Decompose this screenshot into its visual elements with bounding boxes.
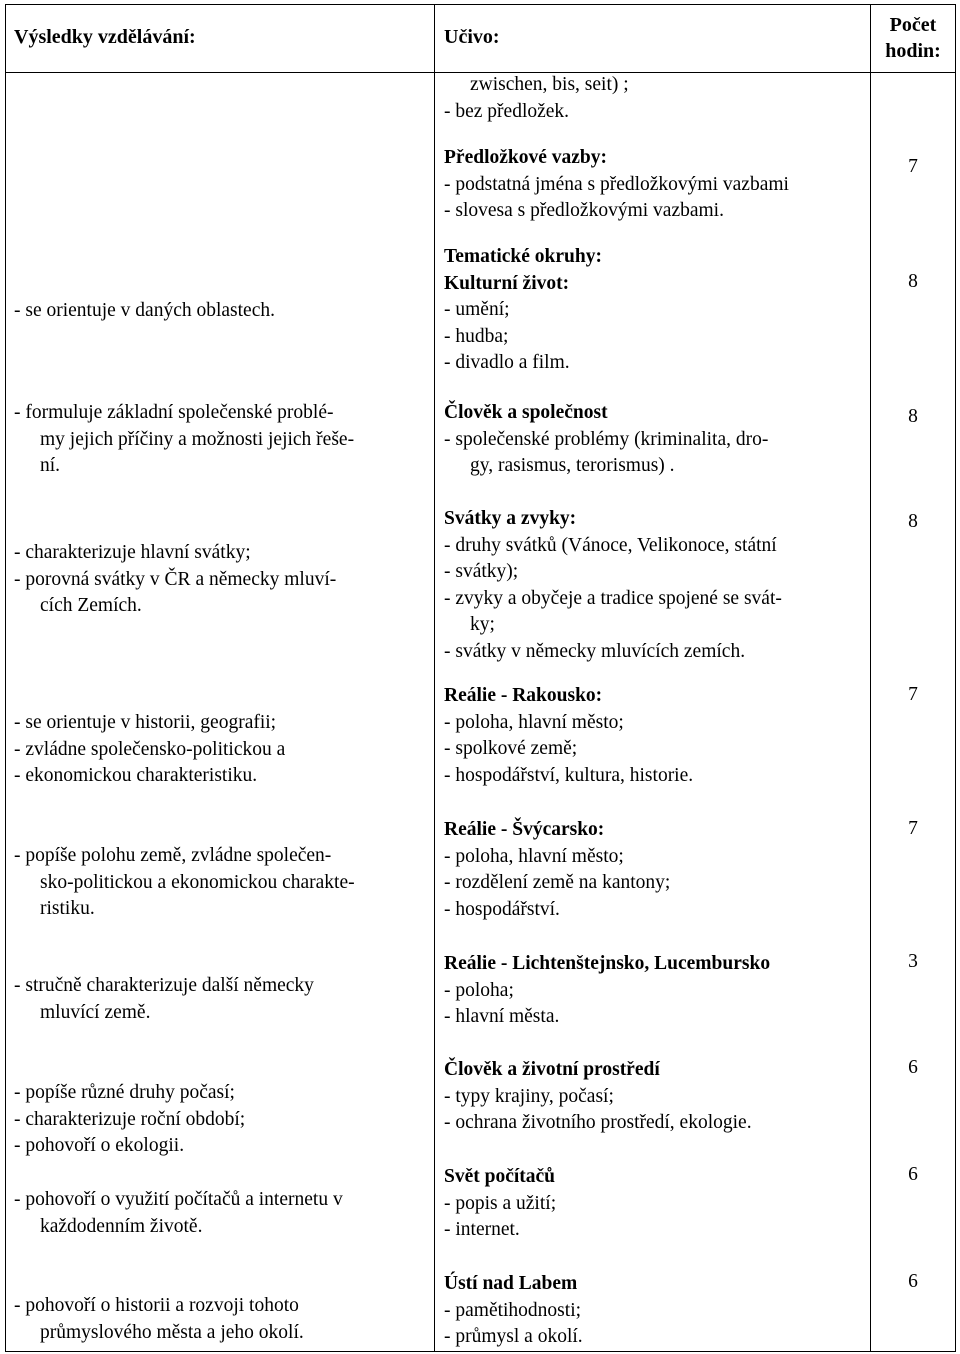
- outcome-item: my jejich příčiny a možnosti jejich řeše-: [40, 428, 355, 450]
- content-item: - hospodářství.: [444, 898, 560, 920]
- content-topic: Člověk a společnost: [444, 402, 608, 423]
- content-topic: Předložkové vazby:: [444, 147, 608, 168]
- outcome-block: [14, 540, 336, 620]
- content-topic: Ústí nad Labem: [444, 1273, 578, 1294]
- content-block: [444, 145, 789, 225]
- content-item: - poloha;: [444, 979, 514, 1001]
- hours-value: 7: [908, 684, 918, 705]
- outcome-block: [14, 400, 354, 480]
- content-item: - druhy svátků (Vánoce, Velikonoce, státní: [444, 534, 777, 556]
- outcome-item: - popíše polohu země, zvládne společen-: [14, 845, 332, 866]
- hours-value: 8: [908, 271, 918, 292]
- hours-value: 7: [908, 156, 918, 177]
- content-item: zwischen, bis, seit) ;: [470, 74, 629, 95]
- content-item: - hudba;: [444, 325, 509, 347]
- header-outcomes: Výsledky vzdělávání:: [14, 26, 196, 48]
- content-topic: Tematické okruhy:: [444, 246, 602, 267]
- hours-value: 7: [908, 818, 918, 839]
- outcome-item: - pohovoří o historii a rozvoji tohoto: [14, 1295, 299, 1316]
- outcome-item: - charakterizuje hlavní svátky;: [14, 542, 251, 563]
- content-topic: Reálie - Švýcarsko:: [444, 819, 605, 840]
- content-item: - hlavní města.: [444, 1006, 560, 1028]
- outcome-item: - pohovoří o využití počítačů a internetu v: [14, 1189, 343, 1210]
- outcome-block: [14, 843, 355, 923]
- outcome-item: každodenním životě.: [40, 1215, 203, 1237]
- outcome-item: - se orientuje v historii, geografii;: [14, 712, 277, 733]
- outcome-item: - charakterizuje roční období;: [14, 1108, 246, 1130]
- content-item: - umění;: [444, 299, 510, 321]
- content-subtopic: Kulturní život:: [444, 272, 570, 294]
- content-block: [444, 506, 782, 666]
- outcome-item: - ekonomickou charakteristiku.: [14, 765, 258, 787]
- column-divider: [434, 4, 435, 1352]
- content-topic: Svátky a zvyky:: [444, 508, 577, 529]
- outcome-block: [14, 710, 285, 790]
- outcome-item: - stručně charakterizuje další německy: [14, 975, 314, 996]
- header-hours: Počet hodin:: [885, 14, 941, 62]
- content-topic: Svět počítačů: [444, 1166, 556, 1187]
- outcome-item: - zvládne společensko-politickou a: [14, 738, 286, 760]
- outcome-block: [14, 973, 314, 1026]
- outcome-item: - pohovoří o ekologii.: [14, 1135, 185, 1157]
- content-item: - bez předložek.: [444, 100, 570, 122]
- content-item: gy, rasismus, terorismus) .: [470, 455, 675, 477]
- content-item: - ochrana životního prostředí, ekologie.: [444, 1112, 752, 1134]
- outcome-item: - formuluje základní společenské problé-: [14, 402, 334, 423]
- outcome-item: - porovná svátky v ČR a německy mluví-: [14, 568, 337, 590]
- content-block: [444, 400, 768, 480]
- content-item: - hospodářství, kultura, historie.: [444, 764, 694, 786]
- content-item: - popis a užití;: [444, 1192, 557, 1214]
- content-item: - poloha, hlavní město;: [444, 711, 624, 733]
- outcome-item: mluvící země.: [40, 1001, 151, 1023]
- outcome-item: - se orientuje v daných oblastech.: [14, 300, 275, 321]
- content-block: [444, 72, 629, 125]
- content-item: - podstatná jména s předložkovými vazbami: [444, 173, 789, 195]
- hours-value: 3: [908, 951, 918, 972]
- content-item: - pamětihodnosti;: [444, 1299, 582, 1321]
- outcome-item: ní.: [40, 455, 61, 477]
- content-item: - svátky);: [444, 561, 519, 583]
- content-block: [444, 1271, 583, 1351]
- content-item: - divadlo a film.: [444, 352, 570, 374]
- content-item: - společenské problémy (kriminalita, dro-: [444, 428, 769, 450]
- content-item: - svátky v německy mluvících zemích.: [444, 640, 746, 662]
- hours-value: 6: [908, 1164, 918, 1185]
- content-block: [444, 817, 670, 923]
- hours-value: 6: [908, 1057, 918, 1078]
- outcome-item: ristiku.: [40, 898, 95, 920]
- outcome-item: - popíše různé druhy počasí;: [14, 1082, 235, 1103]
- outcome-block: [14, 1293, 304, 1346]
- outcome-item: cích Zemích.: [40, 595, 142, 617]
- content-topic: Člověk a životní prostředí: [444, 1059, 660, 1080]
- content-item: - průmysl a okolí.: [444, 1326, 583, 1348]
- content-block: [444, 244, 602, 377]
- outcome-item: průmyslového města a jeho okolí.: [40, 1321, 304, 1343]
- content-topic: Reálie - Lichtenštejnsko, Lucembursko: [444, 953, 771, 974]
- content-item: - slovesa s předložkovými vazbami.: [444, 200, 724, 222]
- hours-value: 8: [908, 511, 918, 532]
- content-item: - rozdělení země na kantony;: [444, 872, 671, 894]
- header-content: Učivo:: [444, 26, 500, 48]
- content-block: [444, 951, 770, 1031]
- content-item: - internet.: [444, 1219, 520, 1241]
- outcome-block: [14, 1187, 343, 1240]
- outcome-block: [14, 1080, 245, 1160]
- column-divider: [870, 4, 871, 1352]
- content-item: - zvyky a obyčeje a tradice spojené se svát-: [444, 587, 782, 609]
- content-item: ky;: [470, 614, 495, 636]
- content-topic: Reálie - Rakousko:: [444, 685, 603, 706]
- content-item: - poloha, hlavní město;: [444, 845, 624, 867]
- content-item: - spolkové země;: [444, 738, 578, 760]
- outcome-block: [14, 298, 275, 325]
- content-block: [444, 1164, 556, 1244]
- content-block: [444, 1057, 752, 1137]
- hours-value: 8: [908, 406, 918, 427]
- outcome-item: sko-politickou a ekonomickou charakte-: [40, 871, 355, 893]
- content-item: - typy krajiny, počasí;: [444, 1085, 614, 1107]
- content-block: [444, 683, 693, 789]
- hours-value: 6: [908, 1271, 918, 1292]
